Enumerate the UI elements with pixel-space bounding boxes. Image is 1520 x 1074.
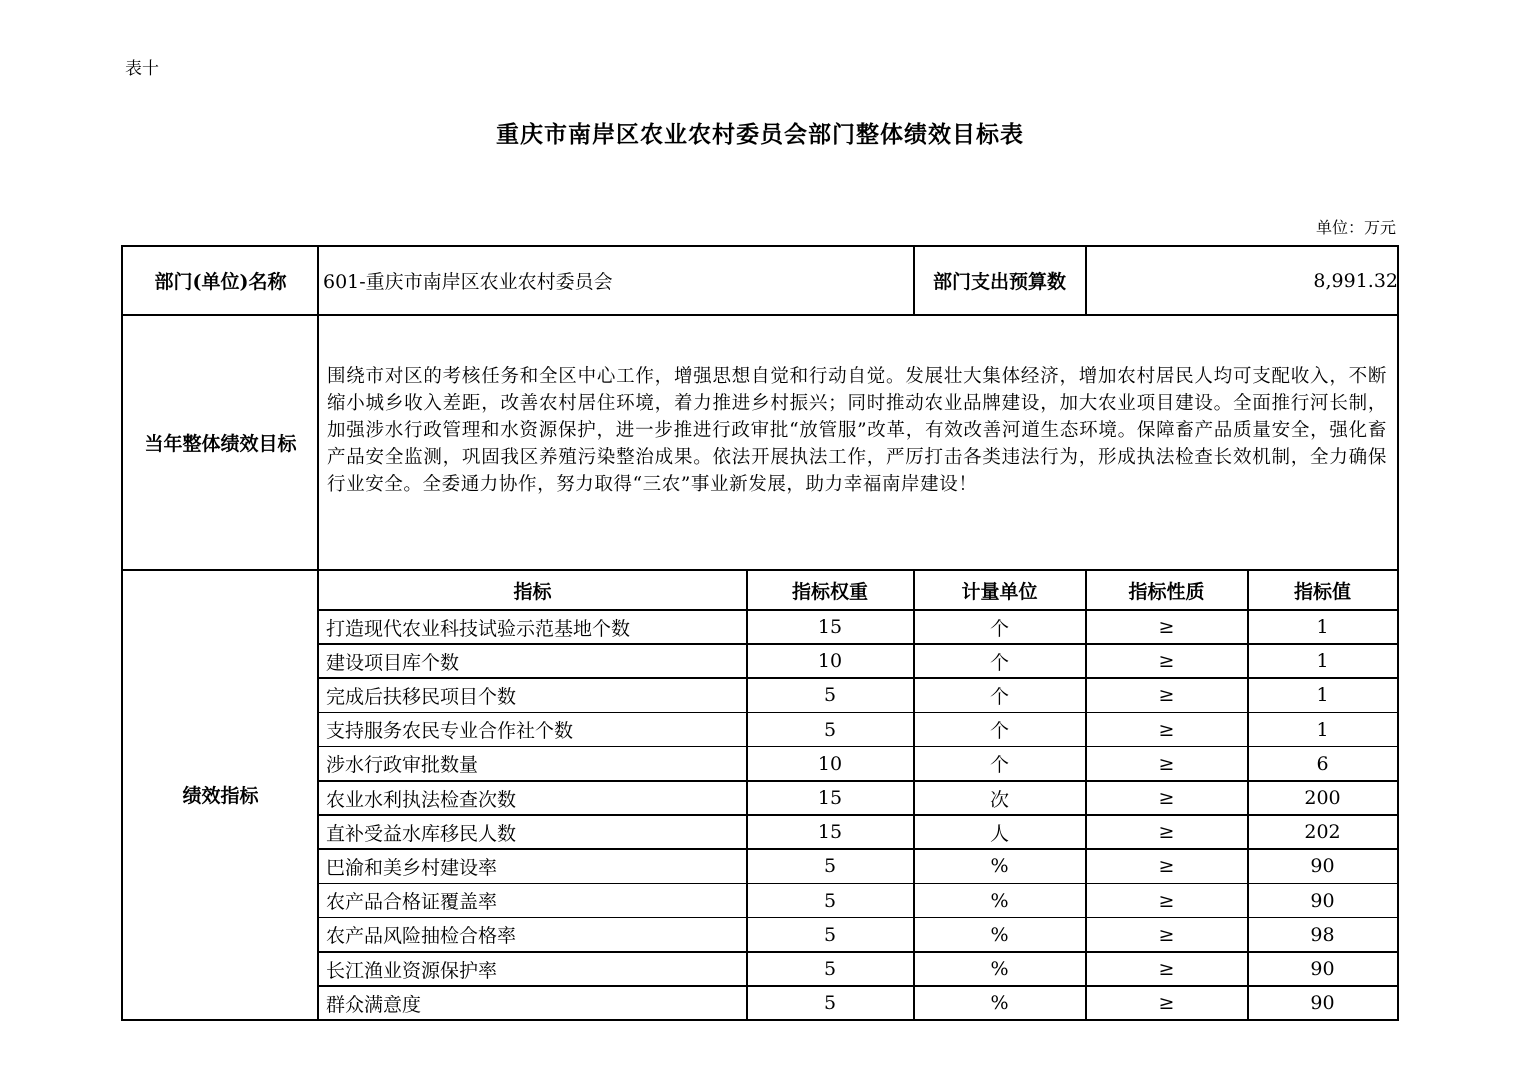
indicator-weight: 5 [823,923,837,946]
indicator-weight: 5 [823,718,837,741]
dept-name-value: 601-重庆市南岸区农业农村委员会 [323,271,613,293]
indicator-nature: ≥ [1158,718,1175,741]
indicator-nature: ≥ [1158,787,1175,810]
indicator-unit: % [990,958,1009,981]
indicator-nature: ≥ [1158,684,1175,707]
indicator-value: 90 [1310,889,1335,912]
indicator-name: 完成后扶移民项目个数 [326,685,517,708]
indicator-value: 202 [1304,821,1341,844]
indicator-name: 农产品合格证覆盖率 [326,891,498,914]
indicator-value: 98 [1310,923,1335,946]
indicator-unit: 个 [989,720,1009,743]
indicator-unit: 个 [989,754,1009,777]
dept-name-label: 部门(单位)名称 [154,271,287,293]
indicator-unit: 个 [989,617,1009,640]
table-number: 表十 [125,59,159,79]
indicator-unit: 个 [989,651,1009,674]
indicator-name: 支持服务农民专业合作社个数 [326,720,574,743]
indicator-nature: ≥ [1158,889,1175,912]
indicator-weight: 15 [817,616,843,639]
indicator-nature: ≥ [1158,855,1175,878]
indicator-weight: 10 [817,650,843,673]
goal-label: 当年整体绩效目标 [144,432,297,455]
header-indicator-unit: 计量单位 [961,580,1038,603]
indicator-weight: 10 [817,752,843,775]
indicator-weight: 5 [823,992,837,1015]
indicator-nature: ≥ [1158,958,1175,981]
goal-text: 围绕市对区的考核任务和全区中心工作，增强思想自觉和行动自觉。发展壮大集体经济，增加农村居民人均可支配收入，不断缩小城乡收入差距，改善农村居住环境，着力推进乡村振兴；同时推动农业品牌建设，加大农业项目建设。全面推行河长制，加强涉水行政管理和水资源保护，进一步推进行政审批“放管服”改革，有效改善河道生态环境。保障畜产品质量安全，强化畜产品安全监测，巩固我区养殖污染整治成果。依法开展执法工作，严厉打击各类违法行为，形成执法检查长效机制，全力确保行业安全。全委通力协作，努力取得“三农”事业新发展，助力幸福南岸建设！ [327,366,1387,495]
unit-label: 单位：万元 [1315,218,1396,237]
indicator-nature: ≥ [1158,923,1175,946]
indicator-name: 直补受益水库移民人数 [326,822,517,845]
indicator-nature: ≥ [1158,752,1175,775]
indicator-name: 打造现代农业科技试验示范基地个数 [326,617,631,640]
header-indicator-value: 指标值 [1293,580,1351,603]
header-indicator-name: 指标 [513,580,552,603]
indicator-weight: 5 [823,855,837,878]
indicator-weight: 15 [817,787,843,810]
indicator-nature: ≥ [1158,650,1175,673]
indicator-name: 长江渔业资源保护率 [326,959,498,982]
indicators-label: 绩效指标 [182,785,259,807]
indicator-name: 农产品风险抽检合格率 [326,925,517,948]
header-indicator-nature: 指标性质 [1128,580,1205,603]
indicator-nature: ≥ [1158,821,1175,844]
indicator-value: 1 [1316,718,1329,741]
indicator-value: 90 [1310,855,1335,878]
performance-table [121,245,1399,1021]
indicator-name: 群众满意度 [326,993,422,1016]
indicator-value: 1 [1316,684,1329,707]
indicator-value: 6 [1316,752,1329,775]
page-title: 重庆市南岸区农业农村委员会部门整体绩效目标表 [496,121,1024,148]
indicator-unit: 人 [989,822,1009,845]
indicator-value: 90 [1310,992,1335,1015]
indicator-unit: 个 [989,685,1009,708]
budget-value: 8,991.32 [1313,269,1398,292]
indicator-name: 农业水利执法检查次数 [326,788,517,811]
indicator-unit: % [990,923,1009,946]
indicator-weight: 5 [823,684,837,707]
indicator-name: 巴渝和美乡村建设率 [326,856,498,879]
indicator-value: 1 [1316,616,1329,639]
indicator-name: 建设项目库个数 [326,651,460,674]
indicator-unit: % [990,992,1009,1015]
header-indicator-weight: 指标权重 [791,580,868,603]
indicator-unit: % [990,855,1009,878]
indicator-unit: 次 [989,788,1009,811]
indicator-weight: 15 [817,821,843,844]
budget-label: 部门支出预算数 [932,271,1066,293]
indicator-unit: % [990,889,1009,912]
indicator-value: 90 [1310,958,1335,981]
indicator-nature: ≥ [1158,992,1175,1015]
indicator-nature: ≥ [1158,616,1175,639]
indicator-name: 涉水行政审批数量 [326,754,479,777]
indicator-weight: 5 [823,889,837,912]
indicator-weight: 5 [823,958,837,981]
indicator-value: 200 [1304,787,1341,810]
indicator-value: 1 [1316,650,1329,673]
